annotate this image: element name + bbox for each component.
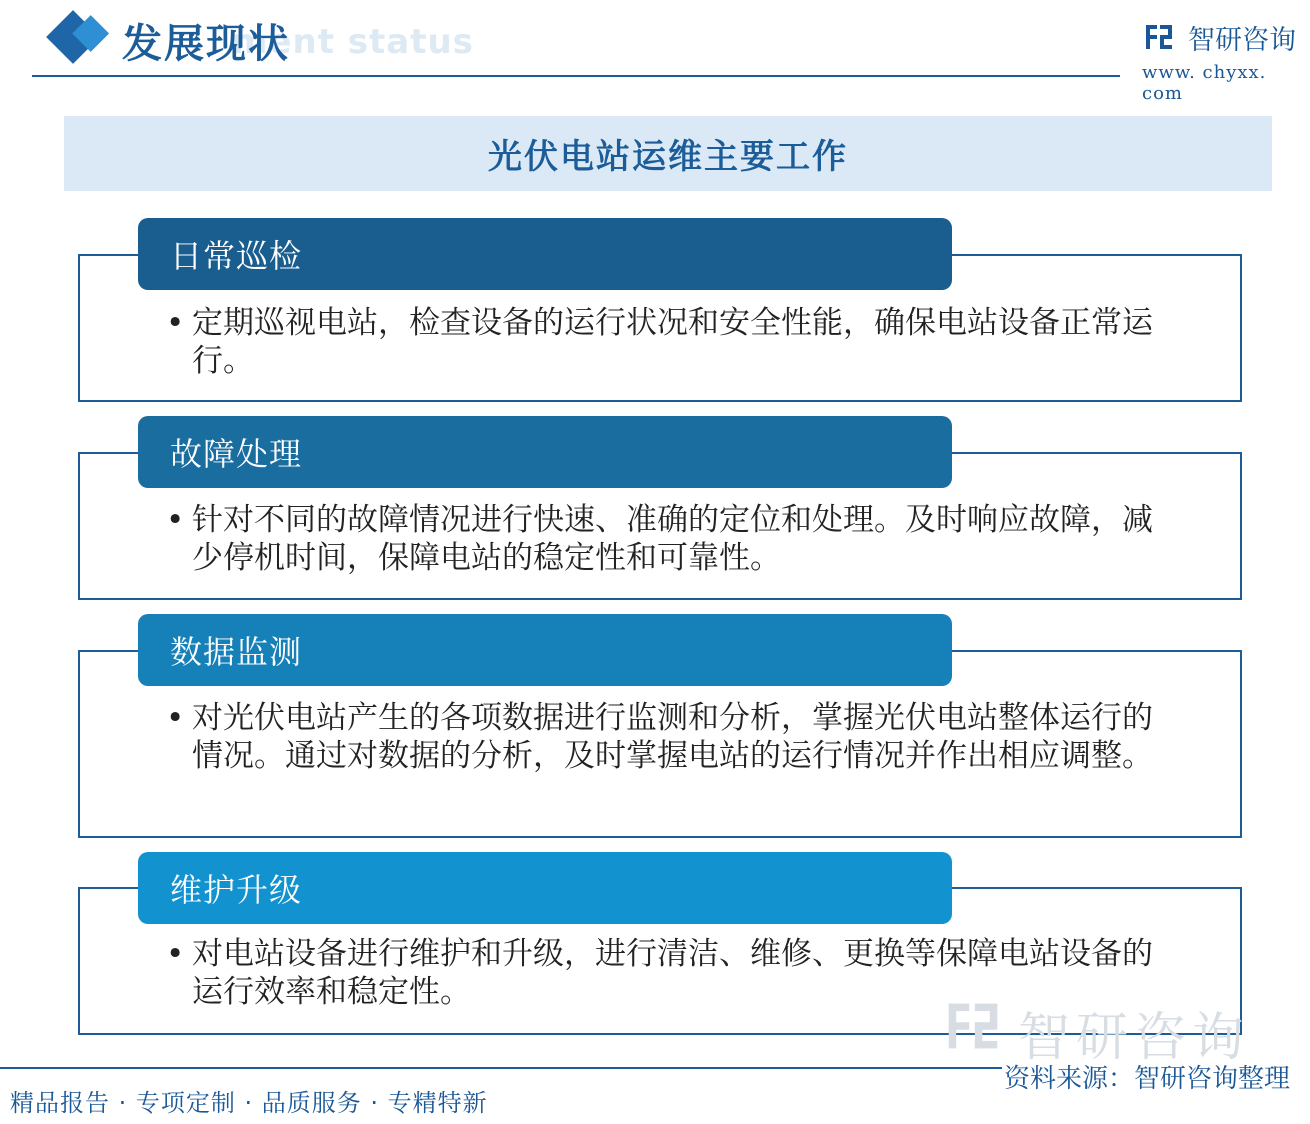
header-divider [32, 75, 1120, 77]
footer-divider [0, 1067, 1002, 1069]
title-english: ment status [232, 22, 474, 62]
watermark-name: 智研咨询 [1018, 1008, 1251, 1068]
section-text: 对电站设备进行维护和升级，进行清洁、维修、更换等保障电站设备的运行效率和稳定性。 [192, 936, 1153, 1010]
section-label-fault: 故障处理 [138, 416, 952, 488]
bullet: • [166, 700, 185, 736]
section-text: 针对不同的故障情况进行快速、准确的定位和处理。及时响应故障，减少停机时间，保障电站的稳定性和可靠性。 [192, 502, 1153, 576]
bullet: • [166, 305, 185, 341]
logo-name: 智研咨询 [1188, 25, 1296, 56]
section-text: 定期巡视电站，检查设备的运行状况和安全性能，确保电站设备正常运行。 [192, 305, 1153, 379]
section-label-inspection: 日常巡检 [138, 218, 952, 290]
section-body-fault [166, 501, 1166, 577]
banner-title: 光伏电站运维主要工作 [488, 137, 848, 177]
bullet: • [166, 936, 185, 972]
section-text: 对光伏电站产生的各项数据进行监测和分析，掌握光伏电站整体运行的情况。通过对数据的分析，及时掌握电站的运行情况并作出相应调整。 [192, 700, 1153, 774]
title-banner [64, 116, 1272, 191]
section-body-monitoring [166, 699, 1166, 775]
logo-url: www. chyxx. com [1142, 62, 1267, 104]
section-label-maintenance: 维护升级 [138, 852, 952, 924]
section-body-inspection [166, 304, 1166, 380]
watermark-logo-icon [944, 998, 1002, 1054]
source-note: 资料来源：智研咨询整理 [1004, 1064, 1291, 1094]
bullet: • [166, 502, 185, 538]
section-label-monitoring: 数据监测 [138, 614, 952, 686]
logo-icon [1144, 22, 1174, 52]
section-body-maintenance [166, 935, 1166, 1011]
page-title: 发展现状 [122, 20, 290, 67]
diamond-icon [46, 10, 100, 64]
footer-tags: 精品报告 · 专项定制 · 品质服务 · 专精特新 [10, 1089, 488, 1117]
